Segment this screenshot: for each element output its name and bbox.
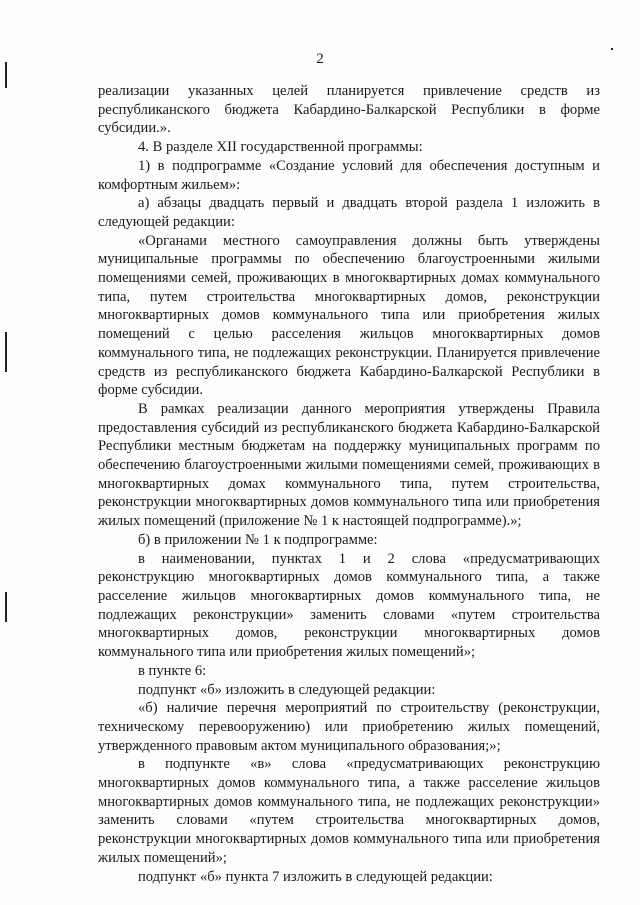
paragraph-7: б) в приложении № 1 к подпрограмме:: [138, 531, 378, 548]
paragraph-10: подпункт «б» изложить в следующей редакции:: [138, 681, 436, 698]
paragraph-2: 4. В разделе XII государственной программы:: [138, 139, 423, 156]
paragraph-3: 1) в подпрограмме «Создание условий для обеспечения доступным и комфортным жильем»:: [98, 157, 600, 193]
paragraph-8: в наименовании, пунктах 1 и 2 слова «предусматривающих реконструкцию многоквартирных домов коммунального типа, а также расселение жильцов многоквартирных домов коммунального типа, не подлежащих реконструкции» заменить словами «путем строительства многоквартирных домов, реконструкции многоквартирных домов коммунального типа или приобретения жилых помещений»;: [98, 550, 600, 661]
paragraph-5: «Органами местного самоуправления должны быть утверждены муниципальные программы по обеспечению благоустроенными жилыми помещениями семей, проживающих в многоквартирных домах коммунального типа, путем строительства многоквартирных домов, реконструкции многоквартирных домов коммунального типа или приобретения жилых помещений с целью расселения жильцов многоквартирных домов коммунального типа, не подлежащих реконструкции. Планируется привлечение средств из республиканского бюджета Кабардино-Балкарской Республики в форме субсидии.: [98, 232, 600, 399]
paragraph-9: в пункте 6:: [138, 662, 207, 679]
paragraph-4: а) абзацы двадцать первый и двадцать второй раздела 1 изложить в следующей редакции:: [98, 195, 600, 230]
paragraph-13: подпункт «б» пункта 7 изложить в следующей редакции:: [138, 868, 493, 885]
scan-mark-left-2: [5, 332, 7, 372]
paragraph-1: реализации указанных целей планируется привлечение средств из республиканского бюджета Кабардино-Балкарской Республики в форме субсидии.».: [98, 83, 600, 137]
paragraph-6: В рамках реализации данного мероприятия утверждены Правила предоставления субсидий из республиканского бюджета Кабардино-Балкарской Республики местным бюджетам на поддержку муниципальных программ по обеспечению благоустроенными жилыми помещениями семей, проживающих в многоквартирных домах коммунального типа, путем строительства, реконструкции многоквартирных домов коммунального типа или приобретения жилых помещений (приложение № 1 к настоящей подпрограмме).»;: [98, 400, 600, 530]
document-body: [98, 82, 600, 886]
paragraph-12: в подпункте «в» слова «предусматривающих реконструкцию многоквартирных домов коммунального типа, а также расселение жильцов многоквартирных домов коммунального типа, не подлежащих реконструкции» заменить словами «путем строительства многоквартирных домов, реконструкции многоквартирных домов коммунального типа или приобретения жилых помещений»;: [98, 756, 600, 866]
page-number: 2: [316, 51, 324, 67]
scan-mark-left-3: [5, 592, 7, 622]
paragraph-11: «б) наличие перечня мероприятий по строительству (реконструкции, техническому перевооружению) или приобретению жилых помещений, утвержденного правовым актом муниципального образования;»;: [98, 700, 600, 754]
